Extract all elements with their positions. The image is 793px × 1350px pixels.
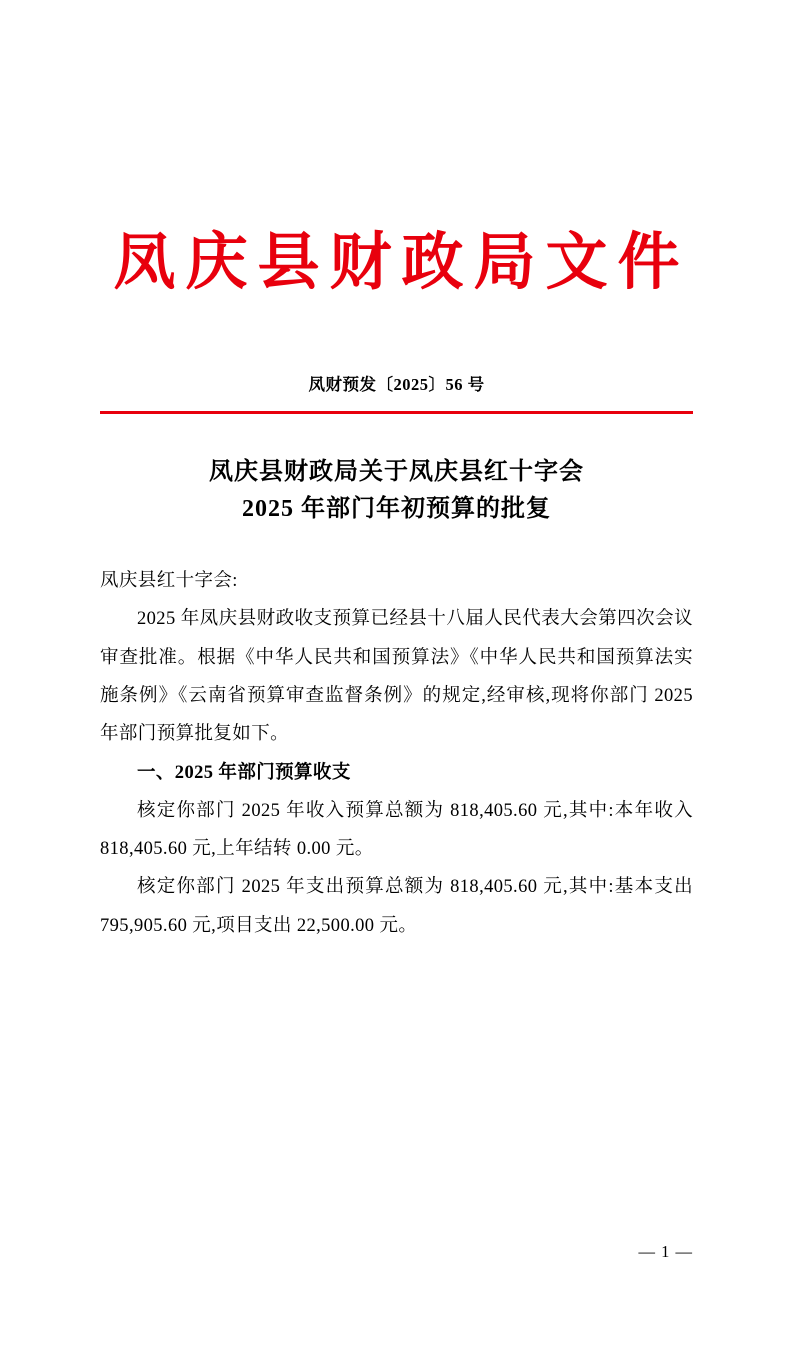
salutation: 凤庆县红十字会:	[100, 571, 238, 592]
document-page	[0, 228, 793, 1350]
body-paragraph-1: 2025 年凤庆县财政收支预算已经县十八届人民代表大会第四次会议审查批准。根据《中华人民共和国预算法》《中华人民共和国预算法实施条例》《云南省预算审查监督条例》的规定,经审核,现将你部门 2025 年部门预算批复如下。	[100, 609, 693, 745]
page-footer	[0, 1242, 793, 1262]
document-number: 凤财预发〔2025〕56 号	[308, 375, 485, 395]
page-title	[100, 454, 693, 528]
page-title-line-2: 2025 年部门年初预算的批复	[242, 495, 551, 522]
page-number: — 1 —	[638, 1242, 693, 1261]
section-heading-1: 一、2025 年部门预算收支	[137, 762, 351, 783]
body-paragraph-2: 核定你部门 2025 年收入预算总额为 818,405.60 元,其中:本年收入 818,405.60 元,上年结转 0.00 元。	[100, 800, 693, 860]
red-separator-rule	[100, 411, 693, 414]
issuing-agency-title: 凤庆县财政局文件	[113, 229, 690, 297]
masthead	[100, 228, 693, 299]
document-body	[100, 562, 693, 945]
page-title-line-1: 凤庆县财政局关于凤庆县红十字会	[209, 458, 584, 485]
body-paragraph-3: 核定你部门 2025 年支出预算总额为 818,405.60 元,其中:基本支出 795,905.60 元,项目支出 22,500.00 元。	[100, 877, 693, 936]
